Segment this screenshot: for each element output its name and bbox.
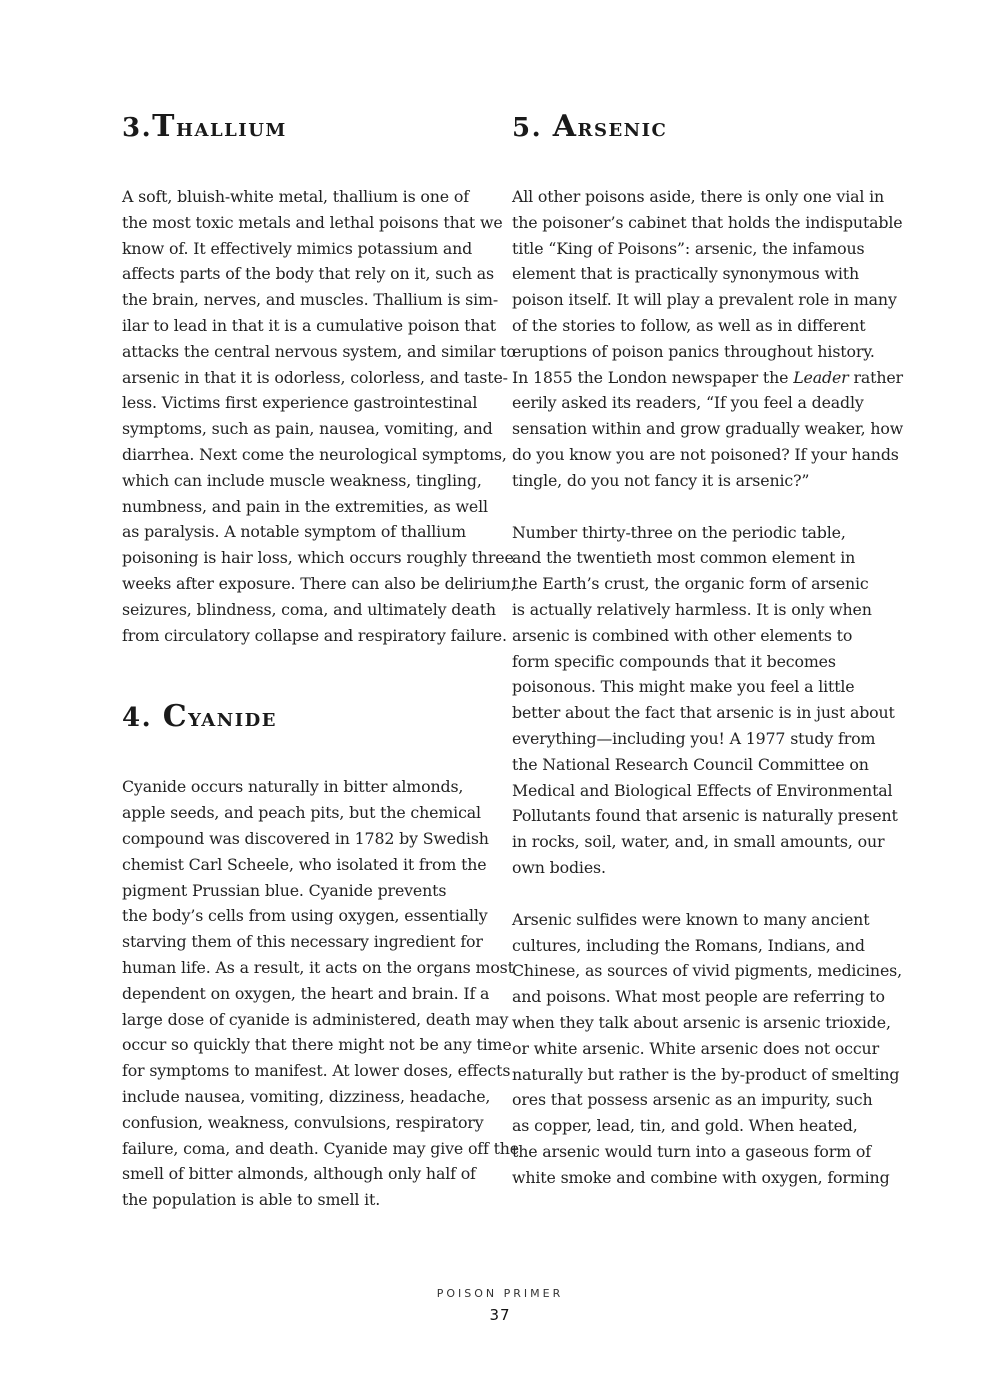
text-line: for symptoms to manifest. At lower doses, effects (122, 1061, 511, 1081)
text-line: the Earth’s crust, the organic form of arsenic (512, 574, 869, 594)
text-line: occur so quickly that there might not be any time (122, 1035, 512, 1055)
text-line: Cyanide occurs naturally in bitter almonds, (122, 777, 464, 797)
text-fragment: yanide (188, 703, 277, 734)
text-fragment: A (552, 109, 578, 144)
text-line: symptoms, such as pain, nausea, vomiting, and (122, 419, 493, 439)
text-line: ilar to lead in that it is a cumulative poison that (122, 315, 496, 335)
text-line: the body’s cells from using oxygen, essentially (122, 906, 488, 926)
arsenic-paragraph-2 (512, 520, 898, 881)
arsenic-paragraph-3 (512, 907, 902, 1191)
text-fragment: rather (848, 367, 903, 387)
thallium-paragraph (122, 184, 516, 648)
text-line: do you know you are not poisoned? If your hands (512, 444, 899, 464)
text-line: starving them of this necessary ingredient for (122, 932, 483, 952)
text-line: Arsenic sulfides were known to many ancient (512, 909, 870, 929)
text-line: cultures, including the Romans, Indians, and (512, 935, 865, 955)
cyanide-paragraph (122, 774, 519, 1213)
section-heading-arsenic (512, 110, 884, 145)
text-line: tingle, do you not fancy it is arsenic?” (512, 470, 810, 490)
text-line: eerily asked its readers, “If you feel a deadly (512, 393, 864, 413)
arsenic-paragraph-1 (512, 184, 904, 494)
text-line: the brain, nerves, and muscles. Thallium is sim- (122, 290, 499, 310)
text-line: chemist Carl Scheele, who isolated it from the (122, 854, 487, 874)
text-line: apple seeds, and peach pits, but the chemical (122, 803, 481, 823)
text-line: diarrhea. Next come the neurological symptoms, (122, 444, 507, 464)
text-line: Number thirty-three on the periodic table, (512, 522, 846, 542)
text-line: compound was discovered in 1782 by Swedish (122, 828, 489, 848)
right-column (512, 109, 904, 1190)
text-line: smell of bitter almonds, although only half of (122, 1164, 476, 1184)
text-line: include nausea, vomiting, dizziness, headache, (122, 1086, 491, 1106)
text-fragment: rsenic (577, 113, 668, 143)
text-line: the National Research Council Committee on (512, 754, 869, 774)
text-line: as copper, lead, tin, and gold. When heated, (512, 1116, 858, 1136)
text-line: element that is practically synonymous with (512, 264, 860, 284)
text-line: and poisons. What most people are referring to (512, 987, 885, 1007)
running-footer-title: POISON PRIMER (436, 1287, 564, 1300)
text-line: the poisoner’s cabinet that holds the indisputable (512, 212, 903, 232)
text-line: form specific compounds that it becomes (512, 651, 836, 671)
text-fragment: 3. (122, 113, 153, 143)
text-line: the population is able to smell it. (122, 1190, 381, 1210)
text-line: and the twentieth most common element in (512, 548, 856, 568)
text-line: better about the fact that arsenic is in just about (512, 703, 895, 723)
text-line: as paralysis. A notable symptom of thallium (122, 522, 466, 542)
text-fragment: hallium (175, 113, 287, 143)
newspaper-title: Leader (793, 367, 849, 387)
text-line: white smoke and combine with oxygen, forming (512, 1167, 890, 1187)
section-heading-thallium (122, 110, 494, 145)
text-line: in rocks, soil, water, and, in small amounts, our (512, 832, 885, 852)
text-line: or white arsenic. White arsenic does not occur (512, 1038, 879, 1058)
text-line: dependent on oxygen, the heart and brain. If a (122, 983, 490, 1003)
text-line: numbness, and pain in the extremities, as well (122, 496, 488, 516)
text-line: human life. As a result, it acts on the organs most (122, 957, 514, 977)
text-line: arsenic in that it is odorless, colorless, and taste- (122, 367, 508, 387)
left-column (122, 109, 519, 1213)
text-line: when they talk about arsenic is arsenic trioxide, (512, 1012, 891, 1032)
text-line: less. Victims first experience gastrointestinal (122, 393, 478, 413)
text-line: failure, coma, and death. Cyanide may give off the (122, 1138, 519, 1158)
text-line: affects parts of the body that rely on it, such as (122, 264, 494, 284)
text-line: poisoning is hair loss, which occurs roughly three (122, 548, 514, 568)
leader-line (512, 365, 903, 391)
text-fragment: In 1855 the London newspaper the (512, 367, 794, 387)
text-line: poison itself. It will play a prevalent role in many (512, 290, 897, 310)
text-line: know of. It effectively mimics potassium and (122, 238, 473, 258)
page-number: 37 (489, 1306, 511, 1324)
text-line: own bodies. (512, 857, 606, 877)
text-fragment: 5. (512, 113, 553, 143)
text-line: pigment Prussian blue. Cyanide prevents (122, 880, 447, 900)
text-line: attacks the central nervous system, and similar to (122, 341, 516, 361)
text-line: ores that possess arsenic as an impurity, such (512, 1090, 873, 1110)
text-line: of the stories to follow, as well as in different (512, 315, 866, 335)
text-line: poisonous. This might make you feel a little (512, 677, 855, 697)
text-line: All other poisons aside, there is only one vial in (512, 187, 885, 206)
text-fragment: C (162, 699, 189, 735)
text-line: naturally but rather is the by-product of smelting (512, 1064, 900, 1084)
text-line: Pollutants found that arsenic is naturally present (512, 806, 898, 826)
text-line: confusion, weakness, convulsions, respiratory (122, 1112, 484, 1132)
text-fragment: T (152, 109, 176, 144)
text-line: the most toxic metals and lethal poisons that we (122, 212, 503, 232)
text-line: which can include muscle weakness, tingling, (122, 470, 482, 490)
text-line: arsenic is combined with other elements to (512, 625, 853, 645)
text-line: is actually relatively harmless. It is only when (512, 599, 872, 619)
text-line: title “King of Poisons”: arsenic, the infamous (512, 238, 865, 258)
text-line: the arsenic would turn into a gaseous form of (512, 1141, 871, 1161)
text-line: everything—including you! A 1977 study from (512, 728, 876, 748)
section-heading-cyanide (122, 700, 494, 735)
text-line: A soft, bluish-white metal, thallium is one of (122, 187, 469, 206)
text-line: from circulatory collapse and respiratory failure. (122, 625, 507, 645)
text-line: Chinese, as sources of vivid pigments, medicines, (512, 961, 902, 981)
text-line: Medical and Biological Effects of Environmental (512, 780, 893, 800)
text-line: eruptions of poison panics throughout history. (512, 341, 875, 361)
text-fragment: 4. (122, 703, 163, 734)
text-line: sensation within and grow gradually weaker, how (512, 419, 904, 439)
text-line: seizures, blindness, coma, and ultimately death (122, 599, 496, 619)
text-line: large dose of cyanide is administered, death may (122, 1009, 509, 1029)
text-line: weeks after exposure. There can also be delirium, (122, 573, 516, 593)
